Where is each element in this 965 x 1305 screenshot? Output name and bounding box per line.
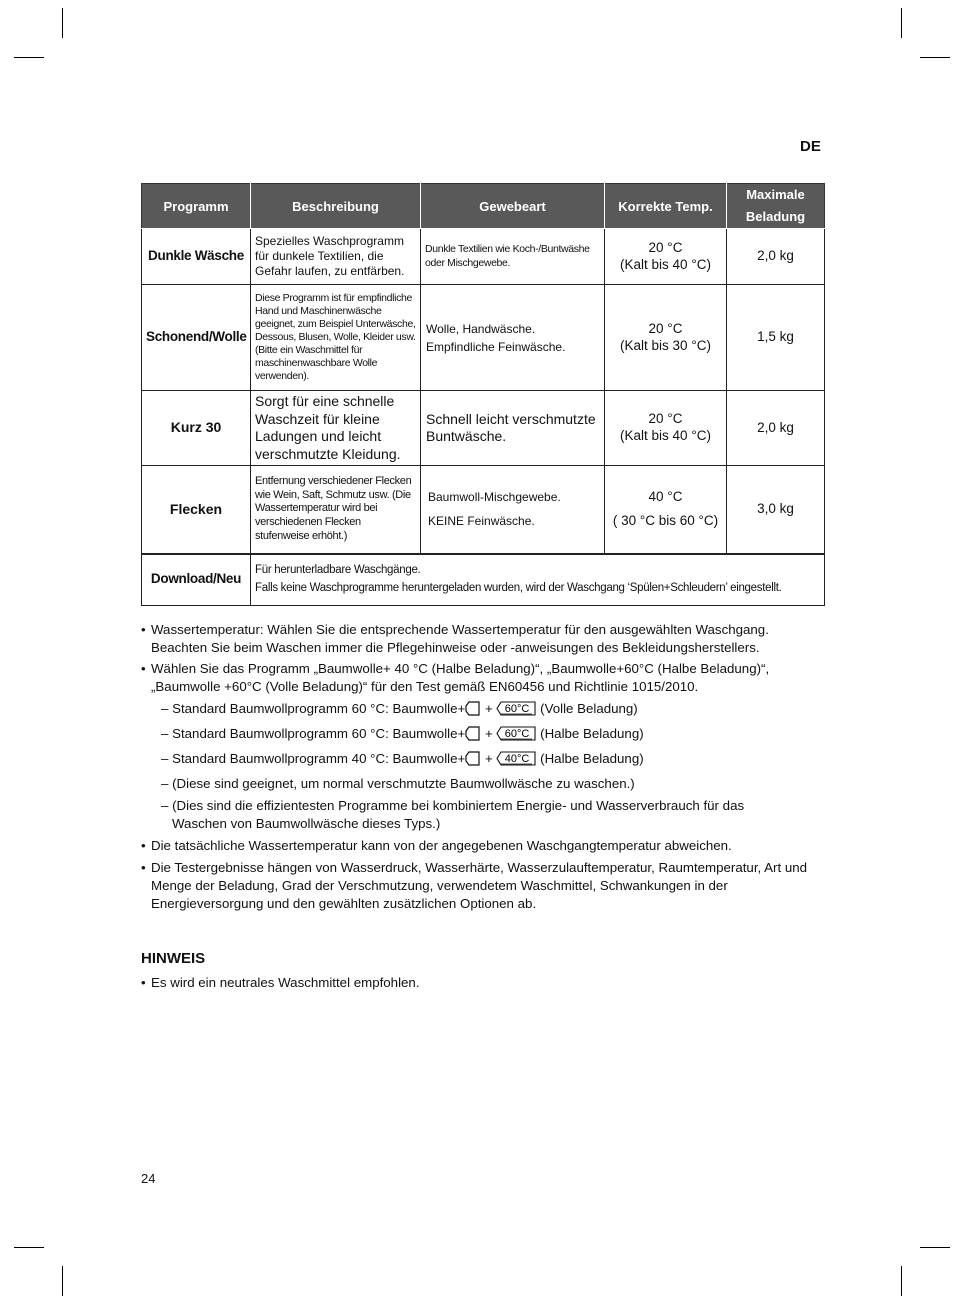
temp-range: ( 30 °C bis 60 °C) bbox=[612, 513, 719, 529]
header-gewebeart: Gewebeart bbox=[421, 184, 605, 229]
note-test-intro: Wählen Sie das Programm „Baumwolle+ 40 °C (Halbe Beladung)“, „Baumwolle+60°C (Halbe Beladung)“, „Baumwolle +60°C (Volle Beladung)“ für den Test gemäß EN60456 und Richtlinie 1015/2010. bbox=[151, 661, 770, 694]
std-suffix: (Halbe Beladung) bbox=[540, 751, 644, 766]
program-fabric: Schnell leicht verschmutzte Buntwäsche. bbox=[421, 391, 605, 466]
plus-sign: + bbox=[484, 751, 493, 766]
temp-main: 20 °C bbox=[648, 320, 683, 336]
program-fabric: Dunkle Textilien wie Koch-/Buntwäshe oder Mischgewebe. bbox=[421, 229, 605, 285]
language-label: DE bbox=[800, 138, 821, 155]
std-prefix: – Standard Baumwollprogramm 40 °C: Baumwolle+ bbox=[161, 751, 466, 766]
std-suffix: (Halbe Beladung) bbox=[540, 726, 644, 741]
std-prefix: – Standard Baumwollprogramm 60 °C: Baumwolle+ bbox=[161, 726, 466, 741]
note-geeignet: – (Diese sind geeignet, um normal verschmutzte Baumwollwäsche zu waschen.) bbox=[161, 776, 635, 791]
header-programm: Programm bbox=[142, 184, 251, 229]
header-beladung-line1: Maximale bbox=[746, 187, 805, 202]
program-temp bbox=[605, 391, 727, 466]
program-temp bbox=[605, 229, 727, 285]
crop-mark bbox=[14, 57, 44, 58]
hinweis-text: • Es wird ein neutrales Waschmittel empfohlen. bbox=[141, 974, 420, 992]
plus-sign: + bbox=[484, 701, 493, 716]
temp-main: 20 °C bbox=[648, 411, 683, 427]
effizient-line2: Waschen von Baumwollwäsche dieses Typs.) bbox=[172, 816, 441, 831]
program-description: Sorgt für eine schnelle Waschzeit für kleine Ladungen und leicht verschmutzte Kleidung. bbox=[251, 391, 421, 466]
temp-range: (Kalt bis 40 °C) bbox=[620, 428, 711, 443]
crop-mark bbox=[901, 8, 902, 38]
cotton-plus-icon bbox=[465, 751, 481, 771]
table-row bbox=[142, 391, 825, 466]
crop-mark bbox=[14, 1247, 44, 1248]
program-description: Entfernung verschiedener Flecken wie Wein, Saft, Schmutz usw. (Die Wassertemperatur wird bei verschiedenen Flecken stufenweise erhöht.) bbox=[251, 466, 421, 554]
std-temp-text: 60°C bbox=[505, 728, 530, 740]
standard-program-1 bbox=[151, 700, 821, 721]
program-temp bbox=[605, 285, 727, 391]
crop-mark bbox=[62, 8, 63, 38]
program-temp bbox=[605, 466, 727, 554]
table-header-row bbox=[142, 184, 825, 229]
download-line1: Für herunterladbare Waschgänge. bbox=[255, 563, 421, 576]
temp-range: (Kalt bis 30 °C) bbox=[620, 337, 711, 353]
crop-mark bbox=[901, 1266, 902, 1296]
program-description: Spezielles Waschprogramm für dunkele Textilien, die Gefahr laufen, zu entfärben. bbox=[251, 229, 421, 285]
page-number: 24 bbox=[141, 1171, 156, 1186]
standard-program-2 bbox=[151, 725, 821, 746]
program-fabric: Wolle, Handwäsche. Empfindliche Feinwäsche. bbox=[421, 285, 605, 391]
std-temp-text: 60°C bbox=[505, 703, 530, 715]
note-tatsaechlich: • Die tatsächliche Wassertemperatur kann von der angegebenen Waschgangtemperatur abweichen. bbox=[141, 837, 821, 855]
program-description: Diese Programm ist für empfindliche Hand und Maschinenwäsche geeignet, zum Beispiel Unterwäsche, Dessous, Blusen, Wolle, Kleider usw. (Bitte ein Waschmittel für maschinenwaschbare Wolle verwenden). bbox=[251, 285, 421, 391]
download-description bbox=[251, 554, 825, 606]
temperature-badge-icon bbox=[496, 751, 536, 771]
program-load: 1,5 kg bbox=[727, 285, 825, 391]
std-prefix: – Standard Baumwollprogramm 60 °C: Baumwolle+ bbox=[161, 701, 466, 716]
temperature-badge-icon bbox=[496, 726, 536, 746]
std-suffix: (Volle Beladung) bbox=[540, 701, 638, 716]
crop-mark bbox=[920, 1247, 950, 1248]
program-load: 2,0 kg bbox=[727, 229, 825, 285]
table-row bbox=[142, 229, 825, 285]
note-testergebnisse: • Die Testergebnisse hängen von Wasserdruck, Wasserhärte, Wasserzulauftemperatur, Raumtemperatur, Art und Menge der Beladung, Grad der Verschmutzung, verwendetem Waschmittel, Schwankungen in der Energieversorgung und den gewählten zusätzlichen Optionen ab. bbox=[141, 859, 821, 913]
program-table bbox=[141, 183, 825, 606]
notes-section bbox=[141, 621, 821, 916]
temp-main: 20 °C bbox=[648, 239, 683, 255]
cotton-plus-icon bbox=[465, 726, 481, 746]
standard-program-3 bbox=[151, 750, 821, 771]
temperature-badge-icon bbox=[496, 701, 536, 721]
cotton-plus-icon bbox=[465, 701, 481, 721]
table-row-download bbox=[142, 554, 825, 606]
program-name: Schonend/Wolle bbox=[142, 285, 251, 391]
header-temp: Korrekte Temp. bbox=[605, 184, 727, 229]
temp-range: (Kalt bis 40 °C) bbox=[620, 256, 711, 272]
note-wassertemperatur: • Wassertemperatur: Wählen Sie die entsprechende Wassertemperatur für den ausgewählten Waschgang. Beachten Sie beim Waschen immer die Pflegehinweise oder -anweisungen des Bekleidungsherstellers. bbox=[141, 621, 821, 657]
std-temp-text: 40°C bbox=[505, 753, 530, 765]
note-test-programs bbox=[141, 660, 821, 833]
table-row bbox=[142, 466, 825, 554]
crop-mark bbox=[62, 1266, 63, 1296]
program-name: Download/Neu bbox=[142, 554, 251, 606]
program-name: Flecken bbox=[142, 466, 251, 554]
program-load: 3,0 kg bbox=[727, 466, 825, 554]
temp-main: 40 °C bbox=[648, 488, 683, 504]
plus-sign: + bbox=[484, 726, 493, 741]
effizient-line1: – (Dies sind die effizientesten Programme bei kombiniertem Energie- und Wasserverbrauch für das bbox=[161, 798, 745, 813]
crop-mark bbox=[920, 57, 950, 58]
header-beschreibung: Beschreibung bbox=[251, 184, 421, 229]
table-row bbox=[142, 285, 825, 391]
program-name: Dunkle Wäsche bbox=[142, 229, 251, 285]
program-load: 2,0 kg bbox=[727, 391, 825, 466]
header-beladung bbox=[727, 184, 825, 229]
header-beladung-line2: Beladung bbox=[745, 209, 806, 224]
program-fabric: Baumwoll-Mischgewebe. KEINE Feinwäsche. bbox=[421, 466, 605, 554]
hinweis-title: HINWEIS bbox=[141, 950, 206, 967]
download-line2: Falls keine Waschprogramme heruntergeladen wurden, wird der Waschgang ‘Spülen+Schleudern’ eingestellt. bbox=[255, 581, 782, 594]
program-name: Kurz 30 bbox=[142, 391, 251, 466]
note-effizient bbox=[151, 797, 821, 833]
